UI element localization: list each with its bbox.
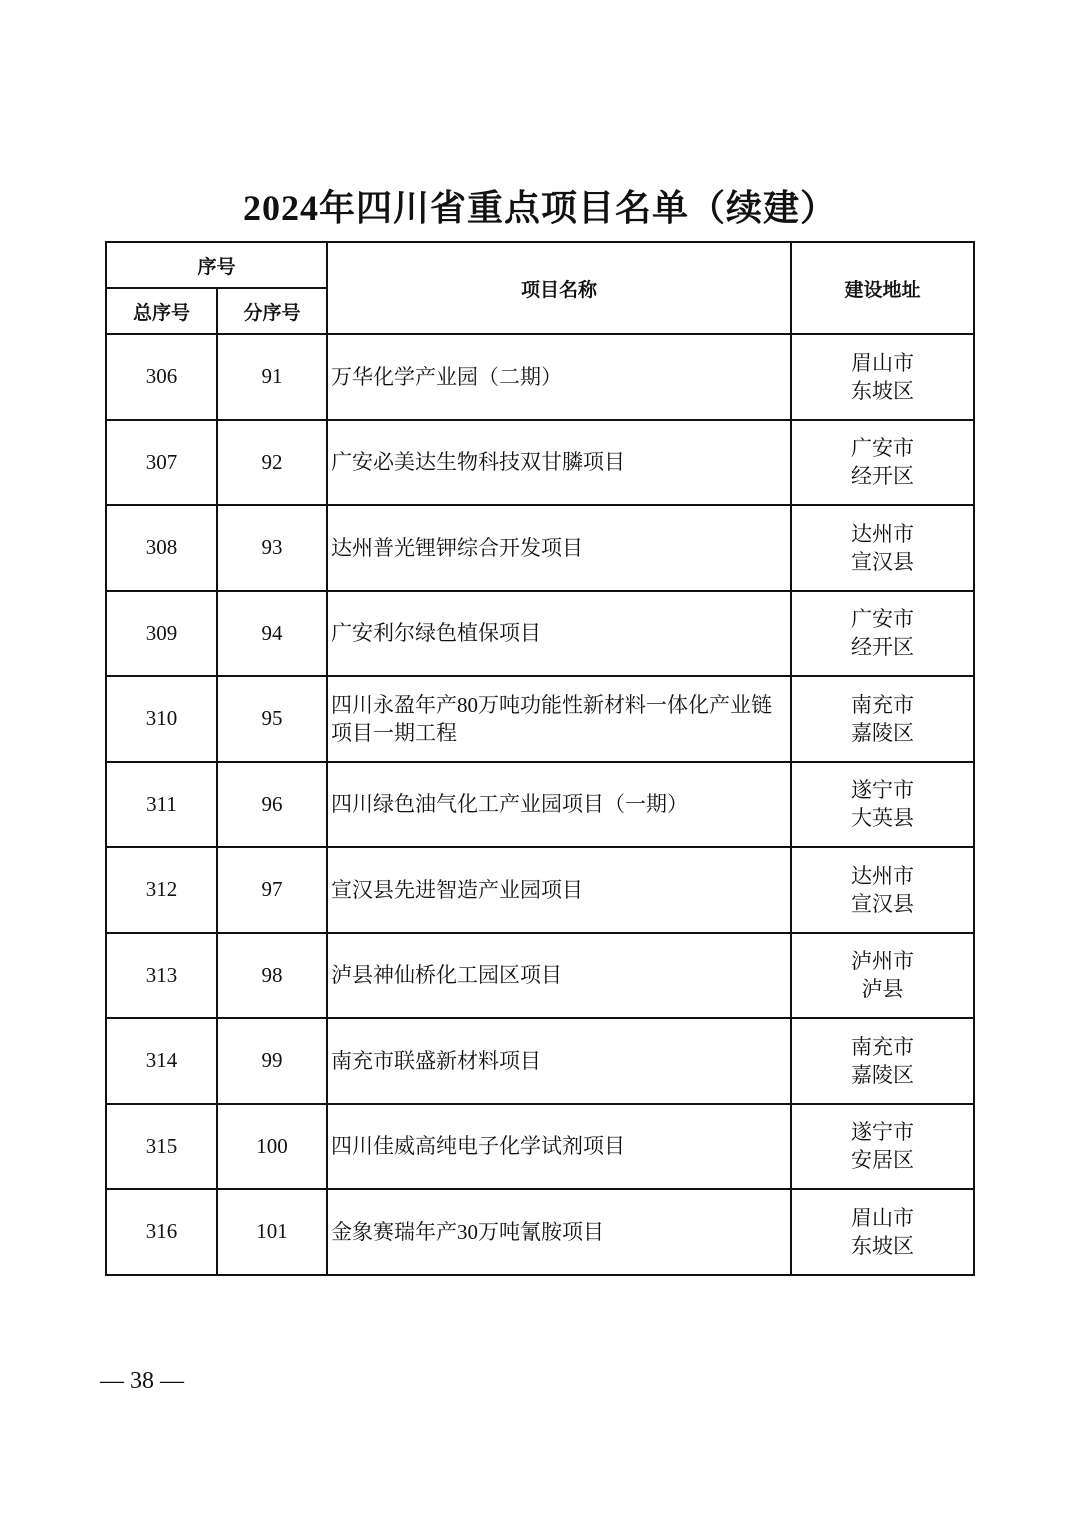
sub-seq-cell: 100 xyxy=(217,1104,327,1190)
location-district: 泸县 xyxy=(861,977,904,1002)
page-title: 2024年四川省重点项目名单（续建） xyxy=(242,188,837,228)
project-name-cell: 宣汉县先进智造产业园项目 xyxy=(327,847,791,933)
header-sub-seq: 分序号 xyxy=(217,288,327,334)
location-cell xyxy=(791,1018,974,1104)
location-district: 大英县 xyxy=(851,806,915,831)
table-row xyxy=(106,1104,974,1190)
location-city: 南充市 xyxy=(851,692,915,717)
sub-seq-cell: 96 xyxy=(217,762,327,848)
total-seq-cell: 315 xyxy=(106,1104,217,1190)
location-district: 嘉陵区 xyxy=(851,1062,915,1087)
location-district: 东坡区 xyxy=(851,1233,915,1258)
location-cell xyxy=(791,591,974,677)
project-name-cell: 四川永盈年产80万吨功能性新材料一体化产业链项目一期工程 xyxy=(327,676,791,762)
sub-seq-cell: 97 xyxy=(217,847,327,933)
table-row xyxy=(106,847,974,933)
sub-seq-cell: 99 xyxy=(217,1018,327,1104)
location-cell xyxy=(791,676,974,762)
location-cell xyxy=(791,847,974,933)
header-total-seq: 总序号 xyxy=(106,288,217,334)
location-city: 泸州市 xyxy=(851,949,915,974)
total-seq-cell: 306 xyxy=(106,334,217,420)
table-row xyxy=(106,591,974,677)
location-cell xyxy=(791,505,974,591)
table-row xyxy=(106,1018,974,1104)
total-seq-cell: 311 xyxy=(106,762,217,848)
sub-seq-cell: 98 xyxy=(217,933,327,1019)
sub-seq-cell: 93 xyxy=(217,505,327,591)
location-city: 达州市 xyxy=(851,521,915,546)
table-row xyxy=(106,505,974,591)
total-seq-cell: 307 xyxy=(106,420,217,506)
location-cell xyxy=(791,1189,974,1275)
location-cell xyxy=(791,933,974,1019)
project-name-cell: 广安利尔绿色植保项目 xyxy=(327,591,791,677)
total-seq-cell: 316 xyxy=(106,1189,217,1275)
location-district: 东坡区 xyxy=(851,378,915,403)
total-seq-cell: 312 xyxy=(106,847,217,933)
project-name-cell: 金象赛瑞年产30万吨氰胺项目 xyxy=(327,1189,791,1275)
location-district: 经开区 xyxy=(851,635,915,660)
sub-seq-cell: 91 xyxy=(217,334,327,420)
project-name-cell: 达州普光锂钾综合开发项目 xyxy=(327,505,791,591)
table-row xyxy=(106,933,974,1019)
table-row xyxy=(106,1189,974,1275)
location-cell xyxy=(791,762,974,848)
project-table xyxy=(105,241,975,1276)
location-city: 广安市 xyxy=(851,607,915,632)
total-seq-cell: 310 xyxy=(106,676,217,762)
header-seq: 序号 xyxy=(106,242,327,288)
location-cell xyxy=(791,1104,974,1190)
header-location: 建设地址 xyxy=(791,242,974,334)
sub-seq-cell: 92 xyxy=(217,420,327,506)
location-cell xyxy=(791,334,974,420)
sub-seq-cell: 95 xyxy=(217,676,327,762)
project-name-cell: 南充市联盛新材料项目 xyxy=(327,1018,791,1104)
location-city: 南充市 xyxy=(851,1034,915,1059)
location-cell xyxy=(791,420,974,506)
location-district: 安居区 xyxy=(851,1148,915,1173)
location-city: 广安市 xyxy=(851,436,915,461)
location-district: 宣汉县 xyxy=(851,549,915,574)
total-seq-cell: 309 xyxy=(106,591,217,677)
table-row xyxy=(106,420,974,506)
table-row xyxy=(106,762,974,848)
project-name-cell: 万华化学产业园（二期） xyxy=(327,334,791,420)
total-seq-cell: 308 xyxy=(106,505,217,591)
location-city: 遂宁市 xyxy=(851,1120,915,1145)
location-city: 达州市 xyxy=(851,863,915,888)
sub-seq-cell: 101 xyxy=(217,1189,327,1275)
page-number: — 38 — xyxy=(100,1368,184,1394)
location-city: 眉山市 xyxy=(851,350,915,375)
location-city: 眉山市 xyxy=(851,1205,915,1230)
header-name: 项目名称 xyxy=(327,242,791,334)
location-district: 经开区 xyxy=(851,464,915,489)
project-name-cell: 广安必美达生物科技双甘膦项目 xyxy=(327,420,791,506)
total-seq-cell: 313 xyxy=(106,933,217,1019)
sub-seq-cell: 94 xyxy=(217,591,327,677)
project-name-cell: 四川绿色油气化工产业园项目（一期） xyxy=(327,762,791,848)
location-district: 嘉陵区 xyxy=(851,720,915,745)
location-district: 宣汉县 xyxy=(851,891,915,916)
table-row xyxy=(106,676,974,762)
location-city: 遂宁市 xyxy=(851,778,915,803)
project-name-cell: 四川佳威高纯电子化学试剂项目 xyxy=(327,1104,791,1190)
total-seq-cell: 314 xyxy=(106,1018,217,1104)
table-row xyxy=(106,334,974,420)
project-name-cell: 泸县神仙桥化工园区项目 xyxy=(327,933,791,1019)
